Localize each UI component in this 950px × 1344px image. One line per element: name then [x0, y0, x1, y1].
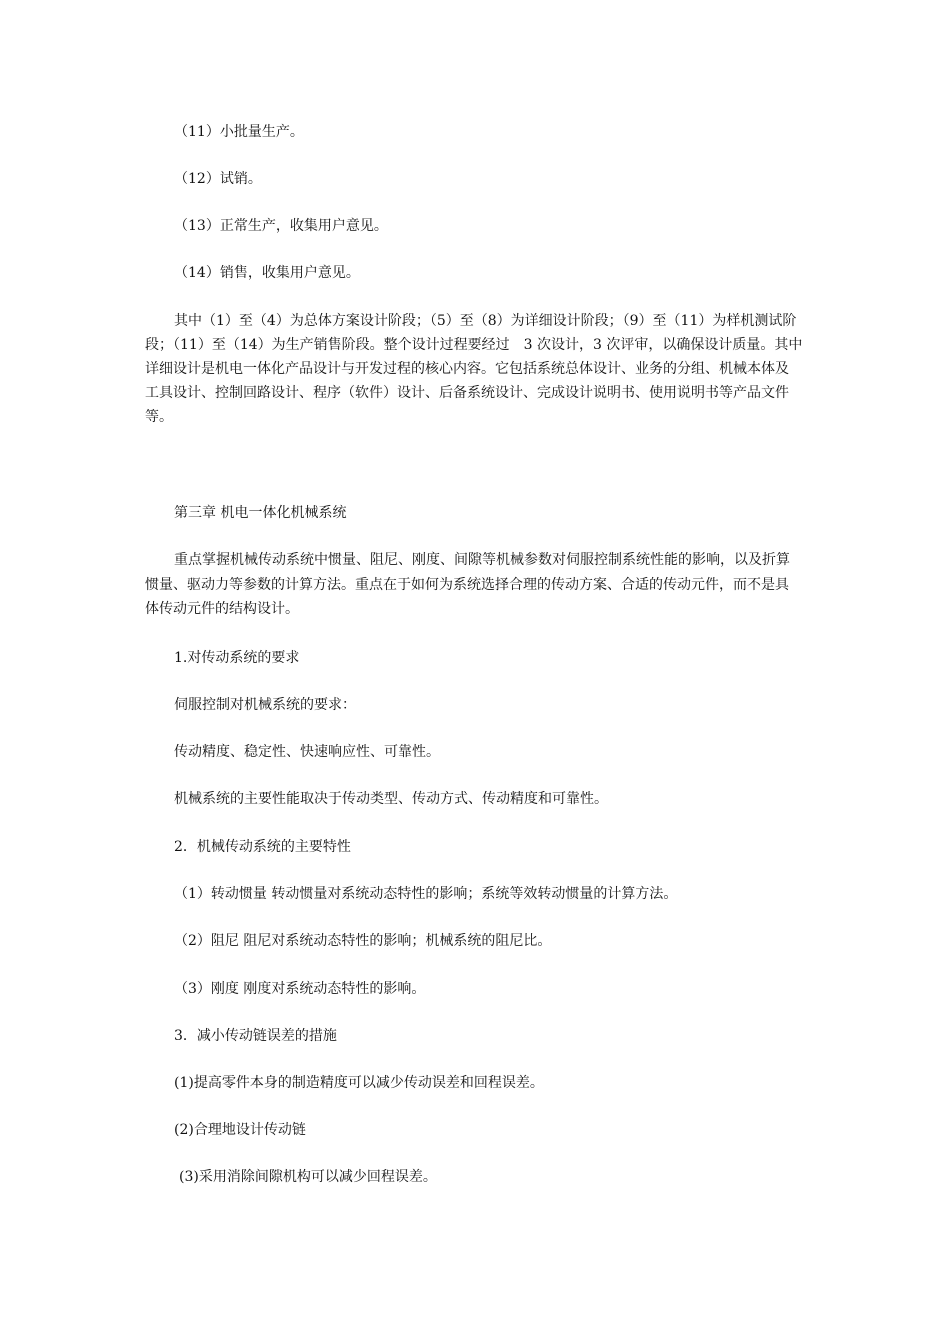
list-item: （1）转动惯量 转动惯量对系统动态特性的影响；系统等效转动惯量的计算方法。: [174, 886, 678, 902]
text-line: 机械系统的主要性能取决于传动类型、传动方式、传动精度和可靠性。: [174, 791, 608, 807]
list-item: (3)采用消除间隙机构可以减少回程误差。: [179, 1169, 437, 1185]
list-item: （14）销售，收集用户意见。: [174, 265, 360, 281]
list-item: (2)合理地设计传动链: [174, 1122, 306, 1138]
list-item: （3）刚度 刚度对系统动态特性的影响。: [174, 981, 426, 997]
paragraph-line: 惯量、驱动力等参数的计算方法。重点在于如何为系统选择合理的传动方案、合适的传动元件，而不是具: [145, 577, 789, 593]
list-item: （13）正常生产，收集用户意见。: [174, 218, 388, 234]
text-line: 伺服控制对机械系统的要求：: [174, 697, 356, 713]
paragraph-line: 体传动元件的结构设计。: [145, 601, 299, 617]
list-item: (1)提高零件本身的制造精度可以减少传动误差和回程误差。: [174, 1075, 544, 1091]
section-heading: 3．减小传动链误差的措施: [174, 1028, 337, 1044]
section-heading: 2．机械传动系统的主要特性: [174, 839, 351, 855]
paragraph-line: 其中（1）至（4）为总体方案设计阶段；（5）至（8）为详细设计阶段；（9）至（11）为样机测试阶: [174, 313, 797, 329]
section-heading: 1.对传动系统的要求: [174, 650, 300, 666]
paragraph-line: 工具设计、控制回路设计、程序（软件）设计、后备系统设计、完成设计说明书、使用说明书等产品文件: [145, 385, 789, 401]
list-item: （12）试销。: [174, 171, 262, 187]
paragraph-line: 等。: [145, 409, 173, 425]
paragraph-line: 重点掌握机械传动系统中惯量、阻尼、刚度、间隙等机械参数对伺服控制系统性能的影响，以及折算: [174, 552, 790, 568]
list-item: （2）阻尼 阻尼对系统动态特性的影响；机械系统的阻尼比。: [174, 933, 552, 949]
list-item: （11）小批量生产。: [174, 124, 304, 140]
chapter-title: 第三章 机电一体化机械系统: [174, 505, 347, 521]
paragraph-line: 详细设计是机电一体化产品设计与开发过程的核心内容。它包括系统总体设计、业务的分组、机械本体及: [145, 361, 789, 377]
text-line: 传动精度、稳定性、快速响应性、可靠性。: [174, 744, 440, 760]
paragraph-line: 段；（11）至（14）为生产销售阶段。整个设计过程要经过 3 次设计，3 次评审，以确保设计质量。其中: [145, 337, 803, 353]
